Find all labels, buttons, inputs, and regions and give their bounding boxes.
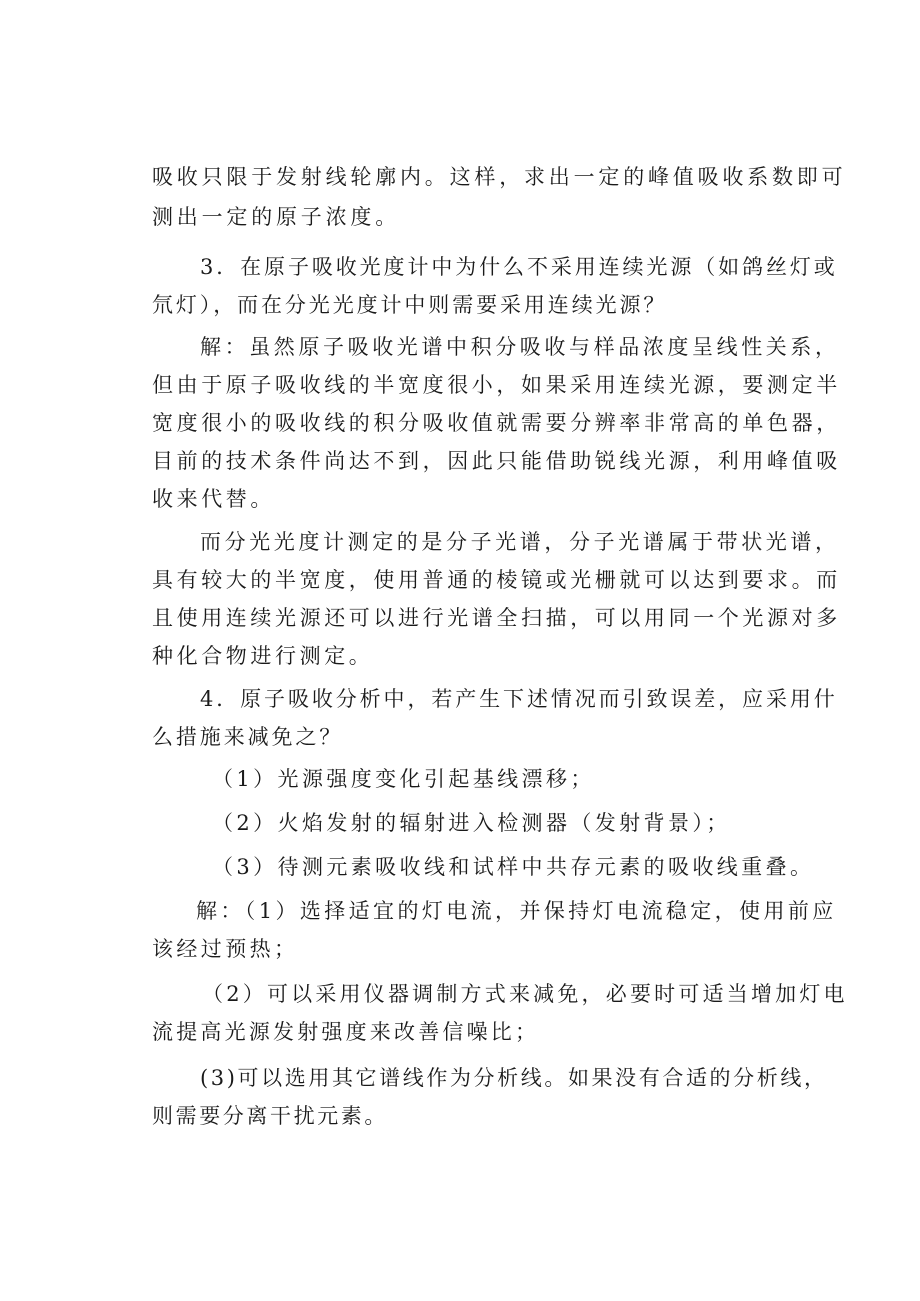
answer-4-start: 解：（1）选择适宜的灯电流，并保持灯电流稳定，使用前应: [196, 899, 837, 923]
text-line: 收来代替。: [152, 487, 275, 511]
text-line: 且使用连续光源还可以进行光谱全扫描，可以用同一个光源对多: [152, 606, 841, 630]
paragraph-start: 而分光光度计测定的是分子光谱，分子光谱属于带状光谱，: [200, 530, 840, 554]
text-line: 测出一定的原子浓度。: [152, 205, 400, 229]
text-line: 种化合物进行测定。: [152, 644, 374, 668]
answer-3-start: 解：虽然原子吸收光谱中积分吸收与样品浓度呈线性关系，: [200, 335, 840, 359]
text-line: 么措施来减免之？: [152, 725, 344, 749]
text-line: 具有较大的半宽度，使用普通的棱镜或光栅就可以达到要求。而: [152, 568, 841, 592]
text-line: 氘灯），而在分光光度计中则需要采用连续光源？: [152, 293, 668, 317]
text-line: 该经过预热；: [152, 937, 299, 961]
answer-4-item-3: (3)可以选用其它谱线作为分析线。如果没有合适的分析线，: [200, 1066, 828, 1090]
text-line: 则需要分离干扰元素。: [152, 1104, 388, 1128]
text-line: 目前的技术条件尚达不到，因此只能借助锐线光源，利用峰值吸: [152, 449, 841, 473]
text-line: 宽度很小的吸收线的积分吸收值就需要分辨率非常高的单色器，: [152, 411, 841, 435]
question-4-heading: 4．原子吸收分析中，若产生下述情况而引致误差，应采用什: [200, 687, 838, 711]
text-line: 流提高光源发射强度来改善信噪比；: [152, 1020, 540, 1044]
question-3-heading: 3．在原子吸收光度计中为什么不采用连续光源（如鸽丝灯或: [200, 255, 838, 279]
text-line: 但由于原子吸收线的半宽度很小，如果采用连续光源，要测定半: [152, 373, 841, 397]
sub-item-3: （3）待测元素吸收线和试样中共存元素的吸收线重叠。: [212, 855, 815, 879]
sub-item-1: （1）光源强度变化引起基线漂移；: [212, 767, 595, 791]
text-line: 吸收只限于发射线轮廓内。这样，求出一定的峰值吸收系数即可: [152, 165, 847, 189]
answer-4-item-2: （2）可以采用仪器调制方式来减免，必要时可适当增加灯电: [202, 982, 848, 1006]
sub-item-2: （2）火焰发射的辐射进入检测器（发射背景）；: [212, 811, 731, 835]
